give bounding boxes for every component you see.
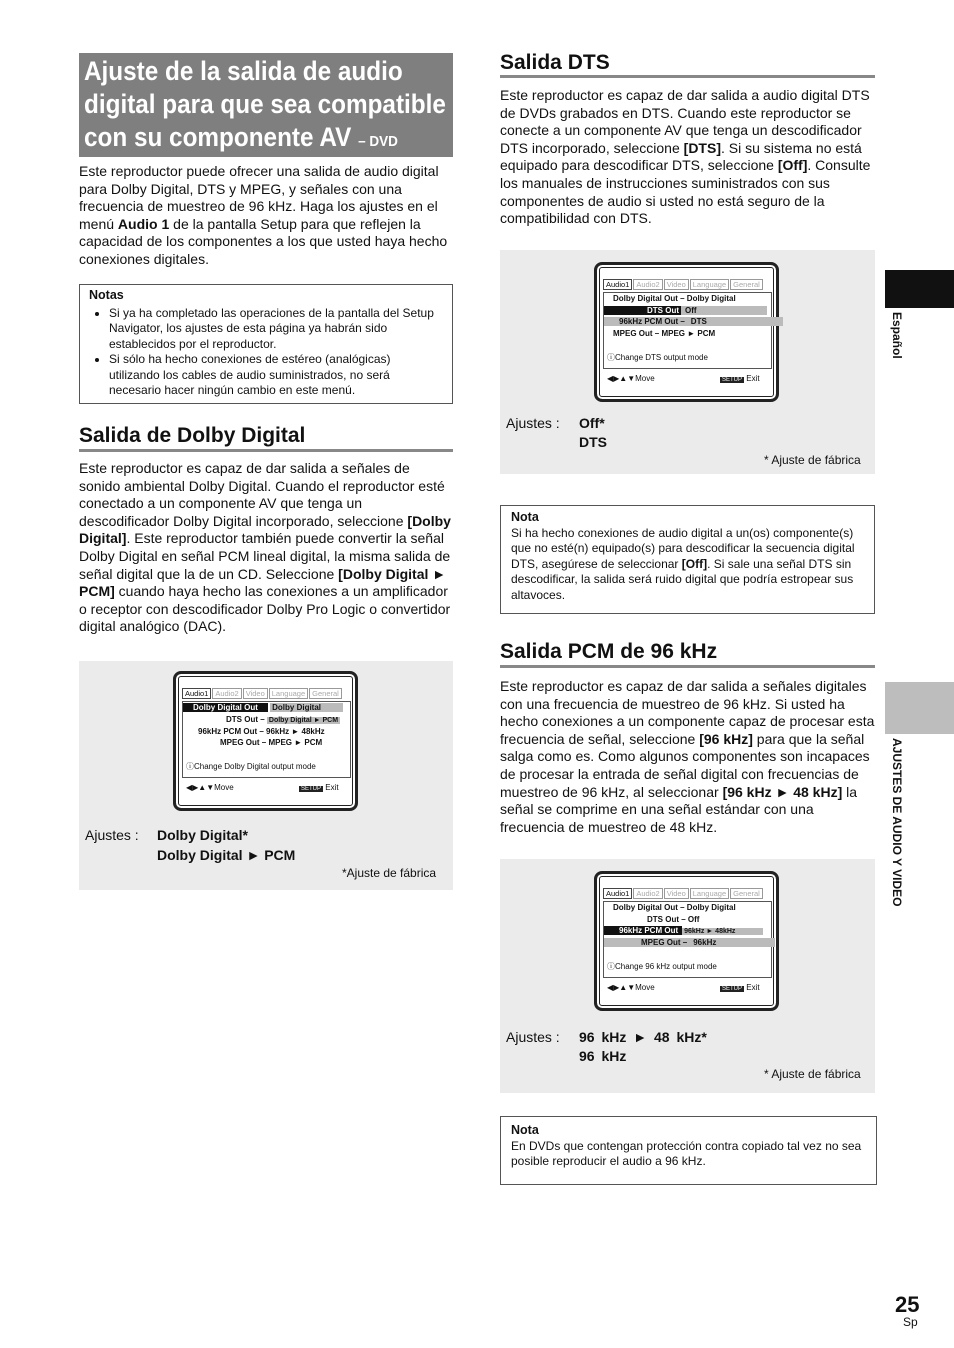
tv-screen-dolby: Audio1 Audio2 Video Language General Dolby Digital Out Dolby Digital DTS Out – Dolby Digital ► PCM 96kHz PCM Out – 96kHz ► 48kHz MPEG Out – MPEG ► PCM ⓘChange Dolby Digital output mode ◀▶▲▼Move SETUP Exit (173, 671, 358, 811)
setup-icon: SETUP (301, 786, 322, 792)
arrow-keys-icon: ◀▶▲▼ (607, 983, 636, 992)
title-box (79, 53, 453, 157)
arrow-keys-icon: ◀▶▲▼ (186, 783, 215, 792)
pcm-paragraph: Este reproductor es capaz de dar salida a señales digitales con una frecuencia de muestreo de 96 kHz. Si usted ha hecho conexiones a un componente capaz de procesar esta frecuencia de señal, seleccione [96 kHz] para que la señal salga como es. Como algunos componentes son incapaces de procesar la entrada de señal digital con frecuencias de muestreo de 96 kHz, al seleccionar [96 kHz ► 48 kHz] la señal se comprime en una señal estándar con una frecuencia de muestreo de 48 kHz. (500, 678, 875, 835)
tab-audio2: Audio2 (212, 688, 241, 699)
ajustes-option: Dolby Digital* (157, 827, 249, 843)
nota-text: Si ha hecho conexiones de audio digital a un(os) componente(s) que no esté(n) equipado(s) para descodificar la secuencia digital DTS, asegúrese de seleccionar [Off]. Si sale una señal DTS sin descodificar, la salida será ruido digital que podría estropear sus altavoces. (511, 525, 855, 602)
tab-video: Video (664, 279, 689, 290)
note-item: • Si sólo ha hecho conexiones de estéreo (analógicas) utilizando los cables de audio suministrados, no será necesario hacer ningún cambio en este menú. (109, 352, 443, 399)
tab-video: Video (243, 688, 268, 699)
tab-language: Language (690, 279, 729, 290)
nota-title: Nota (511, 510, 539, 524)
pcm-heading: Salida PCM de 96 kHz (500, 640, 718, 663)
ajustes-option: DTS (579, 434, 607, 450)
side-language-label: Español (890, 312, 904, 359)
tab-audio1: Audio1 (603, 888, 632, 899)
side-section-label: AJUSTES DE AUDIO Y VIDEO (890, 738, 904, 907)
dts-heading: Salida DTS (500, 51, 610, 74)
page-title: Ajuste de la salida de audio digital para que sea compatible con su componente AV – DVD (84, 56, 446, 152)
notes-box (79, 284, 453, 404)
tab-audio1: Audio1 (603, 279, 632, 290)
setup-icon: SETUP (722, 986, 743, 992)
setup-icon: SETUP (722, 377, 743, 383)
ajustes-label: Ajustes : (506, 1029, 560, 1045)
factory-note: * Ajuste de fábrica (764, 453, 861, 467)
info-icon: ⓘ (186, 762, 194, 771)
divider (79, 449, 453, 452)
tv-screen-pcm: Audio1 Audio2 Video Language General Dolby Digital Out – Dolby Digital DTS Out – Off 96kHz PCM Out 96kHz ► 48kHz MPEG Out – 96kHz ⓘChange 96 kHz output mode ◀▶▲▼Move SETUP Exit (594, 871, 779, 1011)
tab-general: General (730, 279, 763, 290)
page-number: 25 (895, 1292, 920, 1317)
nota-pcm-box (500, 1116, 877, 1185)
factory-note: * Ajuste de fábrica (764, 1067, 861, 1081)
tab-audio2: Audio2 (633, 888, 662, 899)
sidebar-black-tab (885, 270, 954, 308)
ajustes-label: Ajustes : (85, 827, 139, 843)
divider (500, 665, 875, 668)
divider (500, 75, 875, 78)
intro-paragraph: Este reproductor puede ofrecer una salida de audio digital para Dolby Digital, DTS y MPEG, y señales con una frecuencia de muestreo de 96 kHz. Haga los ajustes en el menú Audio 1 de la pantalla Setup para que reflejen la capacidad de los componentes a los que usted haya hecho conexiones digitales. (79, 163, 448, 267)
tab-general: General (309, 688, 342, 699)
tv-screen-dts: Audio1 Audio2 Video Language General Dolby Digital Out – Dolby Digital DTS Out Off 96kHz PCM Out – DTS MPEG Out – MPEG ► PCM ⓘChange DTS output mode ◀▶▲▼Move SETUP Exit (594, 262, 779, 402)
dolby-heading: Salida de Dolby Digital (79, 424, 306, 447)
arrow-keys-icon: ◀▶▲▼ (607, 374, 636, 383)
ajustes-option: 96 kHz ► 48 kHz* (579, 1029, 707, 1045)
nota-title: Nota (511, 1123, 539, 1137)
info-icon: ⓘ (607, 962, 615, 971)
tab-video: Video (664, 888, 689, 899)
info-icon: ⓘ (607, 353, 615, 362)
page-language-code: Sp (903, 1315, 918, 1329)
dolby-paragraph: Este reproductor es capaz de dar salida a señales de sonido ambiental Dolby Digital. Cuando el reproductor esté conectado a un componente AV que tenga un descodificador Dolby Digital incorporado, seleccione [Dolby Digital]. Este reproductor también puede convertir la señal Dolby Digital en señal PCM lineal digital, la misma salida de señal digital que la de un CD. Seleccione [Dolby Digital ► PCM] cuando haya hecho las conexiones a un amplificador o receptor con descodificador Dolby Pro Logic o convertidor digital analógico (DAC). (79, 460, 451, 635)
nota-dts-box (500, 505, 875, 614)
ajustes-option: 96 kHz (579, 1048, 627, 1064)
nota-text: En DVDs que contengan protección contra copiado tal vez no sea posible reproducir el audio a 96 kHz. (511, 1138, 862, 1168)
tab-general: General (730, 888, 763, 899)
ajustes-option: Off* (579, 415, 605, 431)
ajustes-label: Ajustes : (506, 415, 560, 431)
tab-audio2: Audio2 (633, 279, 662, 290)
tab-language: Language (269, 688, 308, 699)
tab-audio1: Audio1 (182, 688, 211, 699)
dts-paragraph: Este reproductor es capaz de dar salida a audio digital DTS de DVDs grabados en DTS. Cuando este reproductor se conecte a un componente AV que tenga un descodificador DTS incorporado, seleccione [DTS]. Si su sistema no está equipado para descodificar DTS, seleccione [Off]. Consulte los manuales de instrucciones suministrados con sus componentes de audio si usted no está seguro de la compatibilidad con DTS. (500, 87, 871, 227)
tab-language: Language (690, 888, 729, 899)
sidebar-gray-tab (885, 682, 954, 734)
notes-title: Notas (89, 288, 124, 302)
note-item: • Si ya ha completado las operaciones de la pantalla del Setup Navigator, los ajustes de esta página ya habrán sido establecidos por el reproductor. (109, 306, 443, 353)
ajustes-option: Dolby Digital ► PCM (157, 847, 296, 863)
factory-note: *Ajuste de fábrica (342, 866, 437, 880)
